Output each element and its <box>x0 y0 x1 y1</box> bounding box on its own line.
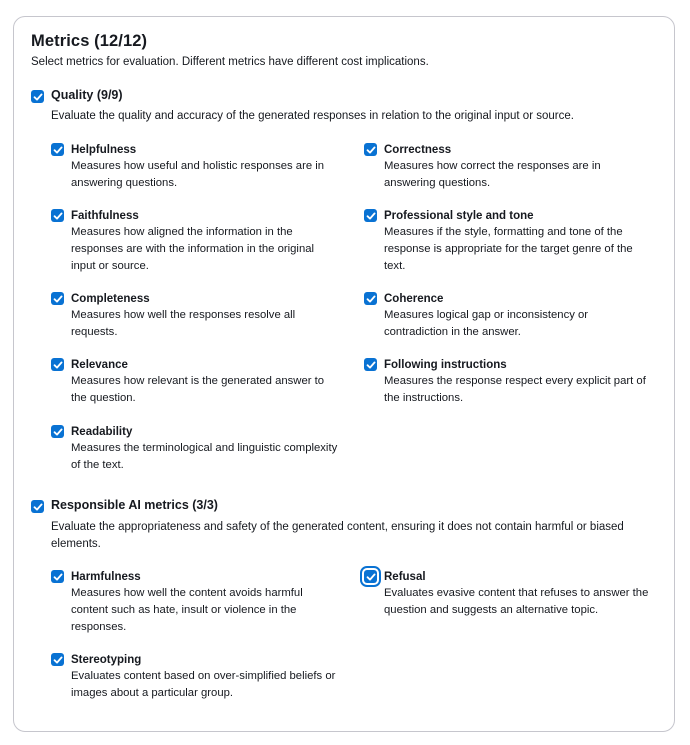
professional-style-checkbox[interactable] <box>364 209 377 222</box>
completeness-label[interactable]: Completeness <box>71 293 150 305</box>
stereotyping-label[interactable]: Stereotyping <box>71 654 142 666</box>
checkmark-icon <box>53 211 63 221</box>
faithfulness-label[interactable]: Faithfulness <box>71 210 139 222</box>
checkmark-icon <box>53 360 63 370</box>
relevance-checkbox[interactable] <box>51 358 64 371</box>
harmfulness-description: Measures how well the content avoids harmful content such as hate, insult or violence in the responses. <box>71 587 303 633</box>
harmfulness-checkbox[interactable] <box>51 570 64 583</box>
checkmark-icon <box>53 294 63 304</box>
helpfulness-checkbox[interactable] <box>51 143 64 156</box>
checkmark-icon <box>366 572 376 582</box>
completeness-checkbox[interactable] <box>51 292 64 305</box>
coherence-label[interactable]: Coherence <box>384 293 444 305</box>
checkmark-icon <box>53 572 63 582</box>
readability-label[interactable]: Readability <box>71 426 133 438</box>
readability-description: Measures the terminological and linguistic complexity of the text. <box>71 442 338 471</box>
helpfulness-description: Measures how useful and holistic responses are in answering questions. <box>71 160 325 189</box>
following-instructions-label[interactable]: Following instructions <box>384 359 507 371</box>
correctness-label[interactable]: Correctness <box>384 144 452 156</box>
professional-style-label[interactable]: Professional style and tone <box>384 210 534 222</box>
readability-checkbox[interactable] <box>51 425 64 438</box>
checkmark-icon <box>366 211 376 221</box>
checkmark-icon <box>33 502 43 512</box>
completeness-description: Measures how well the responses resolve all requests. <box>71 309 296 338</box>
responsible-ai-section-label[interactable]: Responsible AI metrics (3/3) <box>51 498 218 512</box>
checkmark-icon <box>366 294 376 304</box>
quality-section-label[interactable]: Quality (9/9) <box>51 88 123 102</box>
stereotyping-checkbox[interactable] <box>51 653 64 666</box>
relevance-description: Measures how relevant is the generated answer to the question. <box>71 375 325 404</box>
following-instructions-description: Measures the response respect every explicit part of the instructions. <box>384 375 646 404</box>
coherence-checkbox[interactable] <box>364 292 377 305</box>
checkmark-icon <box>53 427 63 437</box>
professional-style-description: Measures if the style, formatting and tone of the response is appropriate for the target genre of the text. <box>384 226 633 272</box>
checkmark-icon <box>33 92 43 102</box>
metrics-panel <box>13 16 675 732</box>
checkmark-icon <box>53 655 63 665</box>
checkmark-icon <box>366 145 376 155</box>
panel-title: Metrics (12/12) <box>31 32 148 50</box>
coherence-description: Measures logical gap or inconsistency or contradiction in the answer. <box>384 309 589 338</box>
correctness-description: Measures how correct the responses are in answering questions. <box>384 160 601 189</box>
correctness-checkbox[interactable] <box>364 143 377 156</box>
faithfulness-checkbox[interactable] <box>51 209 64 222</box>
responsible-ai-section-description: Evaluate the appropriateness and safety of the generated content, ensuring it does not contain harmful or biased elements. <box>51 521 624 550</box>
refusal-description: Evaluates evasive content that refuses to answer the question and suggests an alternative topic. <box>384 587 649 616</box>
harmfulness-label[interactable]: Harmfulness <box>71 571 141 583</box>
panel-description: Select metrics for evaluation. Different metrics have different cost implications. <box>31 56 429 68</box>
helpfulness-label[interactable]: Helpfulness <box>71 144 137 156</box>
following-instructions-checkbox[interactable] <box>364 358 377 371</box>
refusal-label[interactable]: Refusal <box>384 571 426 583</box>
faithfulness-description: Measures how aligned the information in the responses are with the information in the original input or source. <box>71 226 315 272</box>
checkmark-icon <box>53 145 63 155</box>
responsible-ai-checkbox[interactable] <box>31 500 44 513</box>
stereotyping-description: Evaluates content based on over-simplified beliefs or images about a particular group. <box>71 670 336 699</box>
quality-checkbox[interactable] <box>31 90 44 103</box>
refusal-checkbox[interactable] <box>364 570 377 583</box>
checkmark-icon <box>366 360 376 370</box>
relevance-label[interactable]: Relevance <box>71 359 128 371</box>
quality-section-description: Evaluate the quality and accuracy of the generated responses in relation to the original input or source. <box>51 110 574 122</box>
